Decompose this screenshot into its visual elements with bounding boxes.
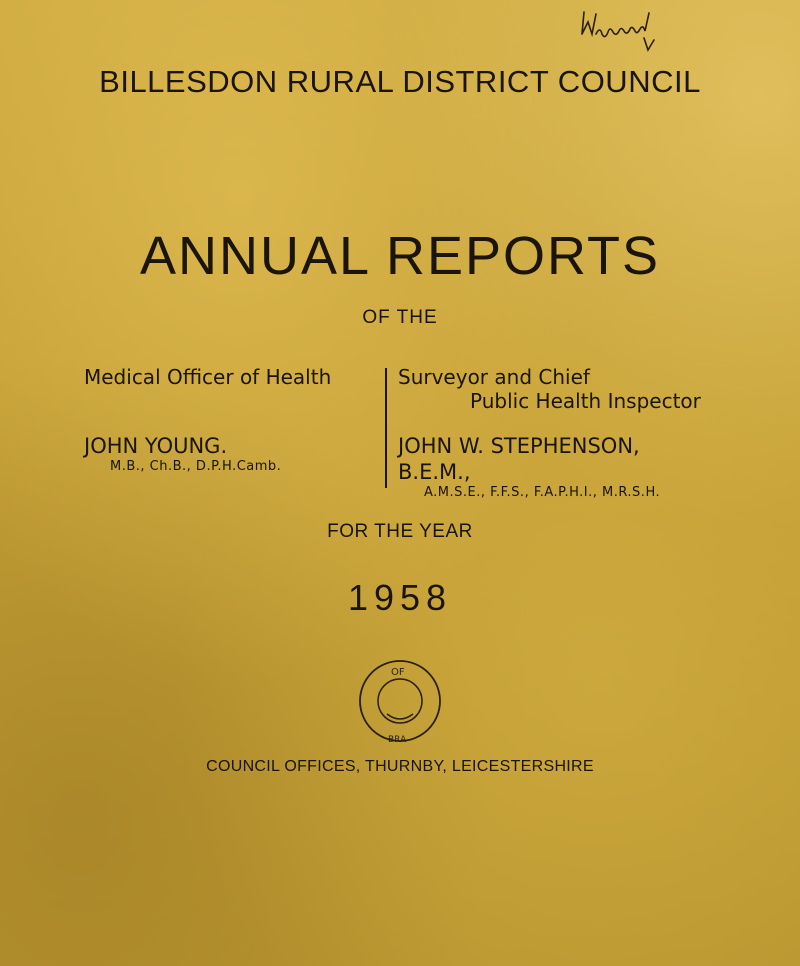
medical-officer-block — [84, 365, 384, 474]
council-address: COUNCIL OFFICES, THURNBY, LEICESTERSHIRE — [206, 758, 594, 775]
surveyor-role-line2: Public Health Inspector — [470, 389, 701, 413]
svg-text:BRA: BRA — [388, 735, 407, 745]
medical-officer-role: Medical Officer of Health — [84, 365, 332, 389]
surveyor-qualifications: A.M.S.E., F.F.S., F.A.P.H.I., M.R.S.H. — [424, 485, 661, 500]
title-subheading: OF THE — [362, 307, 438, 328]
surveyor-name: JOHN W. STEPHENSON, B.E.M., — [398, 434, 640, 484]
report-year: 1958 — [347, 577, 453, 618]
library-seal-stamp — [355, 656, 445, 746]
document-title: ANNUAL REPORTS — [139, 226, 661, 286]
medical-officer-qualifications: M.B., Ch.B., D.P.H.Camb. — [110, 459, 282, 474]
surveyor-block — [398, 365, 718, 500]
handwritten-signature — [574, 4, 674, 54]
svg-text:OF: OF — [391, 667, 405, 678]
council-name: BILLESDON RURAL DISTRICT COUNCIL — [99, 64, 701, 99]
period-label: FOR THE YEAR — [327, 521, 473, 542]
medical-officer-name: JOHN YOUNG. — [84, 434, 228, 458]
surveyor-role-line1: Surveyor and Chief — [398, 365, 590, 389]
column-divider — [385, 368, 387, 488]
